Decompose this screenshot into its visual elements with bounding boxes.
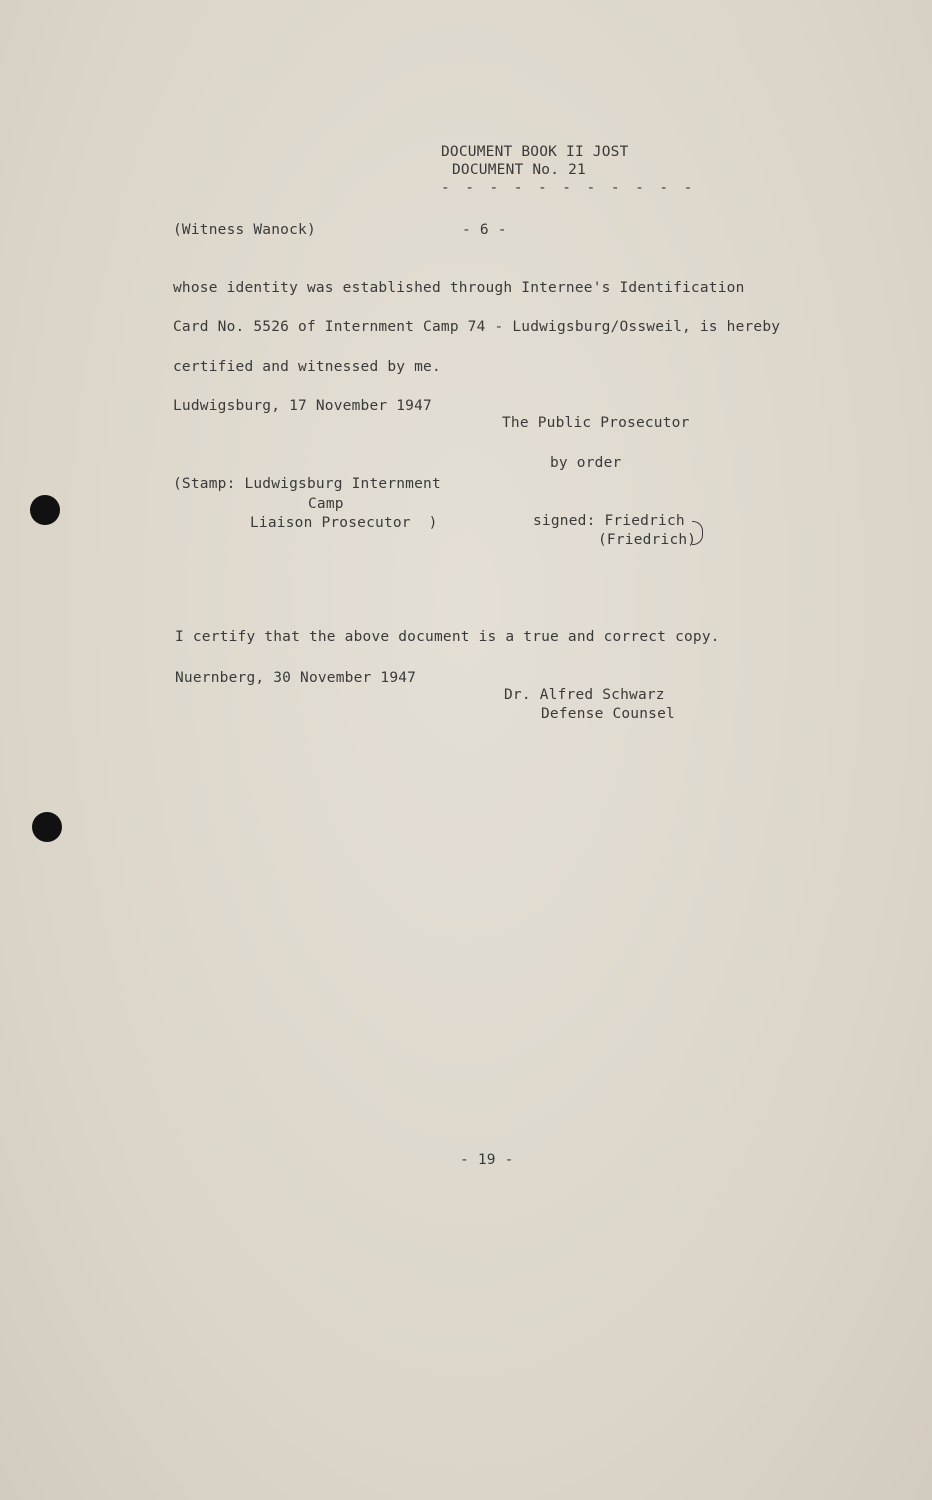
copy-statement: I certify that the above document is a true and correct copy. xyxy=(175,629,720,645)
stamp-line-2: Camp xyxy=(308,496,344,512)
punch-hole-bottom xyxy=(32,812,62,842)
counsel-name: Dr. Alfred Schwarz xyxy=(504,687,665,703)
body-line-1: whose identity was established through Internee's Identification xyxy=(173,280,745,296)
page-number: - 19 - xyxy=(460,1152,514,1168)
certification-authority: The Public Prosecutor xyxy=(502,415,690,431)
body-line-2: Card No. 5526 of Internment Camp 74 - Ludwigsburg/Ossweil, is hereby xyxy=(173,319,781,335)
page-marker: - 6 - xyxy=(462,222,507,238)
signed-name: (Friedrich) xyxy=(598,532,697,548)
header-rule: - - - - - - - - - - - xyxy=(441,180,696,196)
signature-brace xyxy=(692,521,703,545)
certification-by-order: by order xyxy=(550,455,622,471)
witness-label: (Witness Wanock) xyxy=(173,222,316,238)
document-book-title: DOCUMENT BOOK II JOST xyxy=(441,144,629,160)
punch-hole-top xyxy=(30,495,60,525)
stamp-line-3: Liaison Prosecutor ) xyxy=(250,515,438,531)
copy-place-date: Nuernberg, 30 November 1947 xyxy=(175,670,417,686)
stamp-line-1: (Stamp: Ludwigsburg Internment xyxy=(173,476,441,492)
counsel-title: Defense Counsel xyxy=(541,706,675,722)
certification-place-date: Ludwigsburg, 17 November 1947 xyxy=(173,398,432,414)
signed-line: signed: Friedrich xyxy=(533,513,685,529)
body-line-3: certified and witnessed by me. xyxy=(173,359,441,375)
document-number: DOCUMENT No. 21 xyxy=(452,162,586,178)
